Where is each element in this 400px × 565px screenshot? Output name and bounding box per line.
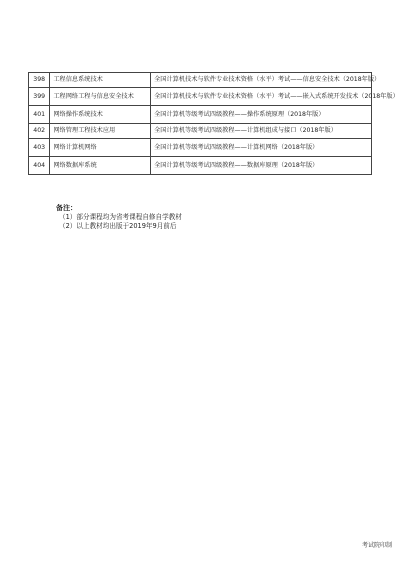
notes-section <box>56 204 182 231</box>
notes-title: 备注： <box>56 204 77 212</box>
course-name: 网络数据库系统 <box>50 157 151 175</box>
textbook-title: 全国计算机等级考试四级教程——操作系统原理（2018年版） <box>151 106 372 124</box>
textbook-title: 全国计算机等级考试四级教程——数据库原理（2018年版） <box>151 157 372 175</box>
page-footer: 考试院印制 <box>361 542 392 549</box>
course-name: 网络计算机网络 <box>50 139 151 157</box>
textbook-title: 全国计算机技术与软件专业技术资格（水平）考试——嵌入式系统开发技术（2018年版） <box>151 88 372 106</box>
course-name: 工程信息系统技术 <box>50 73 151 88</box>
table-row <box>29 139 372 157</box>
course-code: 399 <box>29 88 50 106</box>
table-row <box>29 157 372 175</box>
course-code: 401 <box>29 106 50 124</box>
course-name: 工程网络工程与信息安全技术 <box>50 88 151 106</box>
course-code: 398 <box>29 73 50 88</box>
textbook-title: 全国计算机技术与软件专业技术资格（水平）考试——信息安全技术（2018年版） <box>151 73 372 88</box>
course-name: 网络操作系统技术 <box>50 106 151 124</box>
course-name: 网络管理工程技术应用 <box>50 124 151 139</box>
course-table <box>28 72 399 175</box>
textbook-title: 全国计算机等级考试四级教程——计算机网络（2018年版） <box>151 139 372 157</box>
course-code: 404 <box>29 157 50 175</box>
table-row <box>29 73 372 88</box>
textbook-title: 全国计算机等级考试四级教程——计算机组成与接口（2018年版） <box>151 124 372 139</box>
table-row <box>29 106 372 124</box>
course-code: 402 <box>29 124 50 139</box>
table-row <box>29 88 372 106</box>
table-row <box>29 124 372 139</box>
note-line: （2）以上教材均出版于2019年9月前后 <box>59 222 177 230</box>
note-line: （1）部分课程均为省考课程自修自学教材 <box>59 213 182 221</box>
course-code: 403 <box>29 139 50 157</box>
